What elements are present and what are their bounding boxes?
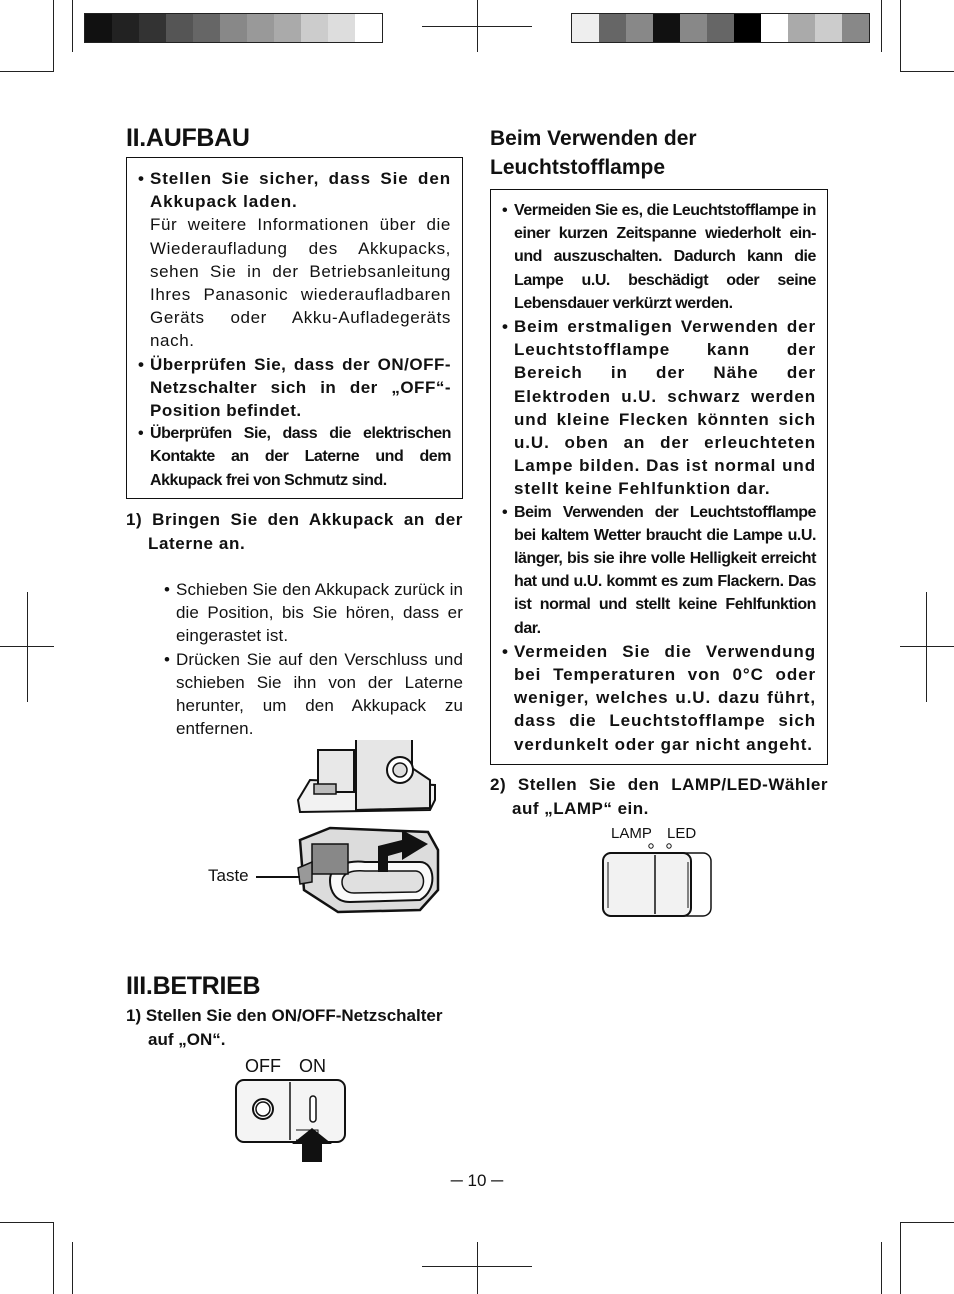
notice-bullet-1: • Stellen Sie sicher, dass Sie den Akkupack laden. Für weitere Informationen über die Wiederaufladung des Akkupacks, sehen Sie in der Betriebsanleitung Ihres Panasonic wiederaufladbaren Geräts oder Akku-Aufladegeräts nach. bbox=[138, 167, 451, 353]
color-swatch bbox=[166, 14, 193, 42]
page-number: ─ 10 ─ bbox=[450, 1171, 504, 1190]
color-bar-right bbox=[571, 13, 870, 43]
notice-bullet-3: • Überprüfen Sie, dass die elektrischen Kontakte an der Laterne und dem Akkupack frei von Schmutz sind. bbox=[138, 422, 451, 492]
color-swatch bbox=[599, 14, 626, 42]
color-swatch bbox=[85, 14, 112, 42]
betrieb-step-1: 1) Stellen Sie den ON/OFF-Netzschalter auf „ON“. bbox=[126, 1006, 443, 1049]
lamp-led-selector-illustration bbox=[600, 842, 716, 920]
lampe-bullet-3: • Beim Verwenden der Leuchtstofflampe bei kaltem Wetter braucht die Lampe u.U. länger, bis sie ihre volle Helligkeit erreicht hat und u.U. kommt es zum Flackern. Das ist normal und stellt keine Fehlfunktion dar. bbox=[502, 501, 816, 640]
heading-aufbau: II.AUFBAU bbox=[126, 124, 250, 152]
color-swatch bbox=[680, 14, 707, 42]
color-swatch bbox=[274, 14, 301, 42]
aufbau-substeps bbox=[164, 578, 463, 740]
taste-leader-line bbox=[256, 876, 300, 878]
color-swatch bbox=[842, 14, 869, 42]
taste-label: Taste bbox=[208, 866, 249, 885]
color-swatch bbox=[193, 14, 220, 42]
substep-2: • Drücken Sie auf den Verschluss und schieben Sie ihn von der Laterne herunter, um den Akkupack zu entfernen. bbox=[164, 648, 463, 741]
lampe-step-2: 2) Stellen Sie den LAMP/LED-Wähler auf „LAMP“ ein. bbox=[490, 775, 828, 818]
color-swatch bbox=[328, 14, 355, 42]
aufbau-notice-box bbox=[126, 157, 463, 499]
color-swatch bbox=[220, 14, 247, 42]
color-swatch bbox=[355, 14, 382, 42]
lampe-bullet-4: • Vermeiden Sie die Verwendung bei Temperaturen von 0°C oder weniger, welches u.U. dazu führt, dass die Leuchtstofflampe sich verdunkelt oder gar nicht angeht. bbox=[502, 640, 816, 756]
color-swatch bbox=[761, 14, 788, 42]
color-swatch bbox=[301, 14, 328, 42]
notice-bullet-1-text: Für weitere Informationen über die Wiederaufladung des Akkupacks, sehen Sie in der Betriebsanleitung Ihres Panasonic wiederaufladbaren Geräts oder Akku-Aufladegeräts nach. bbox=[150, 215, 451, 351]
lampe-bullet-2: • Beim erstmaligen Verwenden der Leuchtstofflampe kann der Bereich in der Nähe der Elektroden u.U. schwarz werden und kleine Flecken könnten sich u.U. oben an der erleuchteten Lampe bilden. Das ist normal und stellt keine Fehlfunktion dar. bbox=[502, 315, 816, 501]
substep-1: • Schieben Sie den Akkupack zurück in die Position, bis Sie hören, dass er eingerastet ist. bbox=[164, 578, 463, 648]
on-label: ON bbox=[299, 1056, 326, 1076]
color-swatch bbox=[788, 14, 815, 42]
color-swatch bbox=[139, 14, 166, 42]
color-swatch bbox=[112, 14, 139, 42]
color-swatch bbox=[707, 14, 734, 42]
heading-lampe: Beim Verwenden der Leuchtstofflampe bbox=[490, 127, 697, 179]
aufbau-step-1: 1) Bringen Sie den Akkupack an der Laterne an. bbox=[126, 510, 463, 553]
color-bar-left bbox=[84, 13, 383, 43]
off-label: OFF bbox=[245, 1056, 281, 1076]
lampe-bullet-1: • Vermeiden Sie es, die Leuchtstofflampe in einer kurzen Zeitspanne wiederholt ein- und auszuschalten. Dadurch kann die Lampe u.U. beschädigt oder seine Lebensdauer verkürzt werden. bbox=[502, 199, 816, 315]
lampe-notice-box bbox=[490, 189, 828, 765]
lamp-label: LAMP bbox=[611, 825, 652, 842]
heading-betrieb: III.BETRIEB bbox=[126, 972, 261, 1000]
color-swatch bbox=[572, 14, 599, 42]
led-label: LED bbox=[667, 825, 697, 842]
color-swatch bbox=[734, 14, 761, 42]
color-swatch bbox=[247, 14, 274, 42]
color-swatch bbox=[815, 14, 842, 42]
color-swatch bbox=[626, 14, 653, 42]
notice-bullet-2: • Überprüfen Sie, dass der ON/OFF-Netzschalter sich in der „OFF“-Position befindet. bbox=[138, 353, 451, 423]
on-off-switch-illustration bbox=[234, 1078, 348, 1164]
battery-attach-illustration bbox=[290, 740, 442, 916]
color-swatch bbox=[653, 14, 680, 42]
